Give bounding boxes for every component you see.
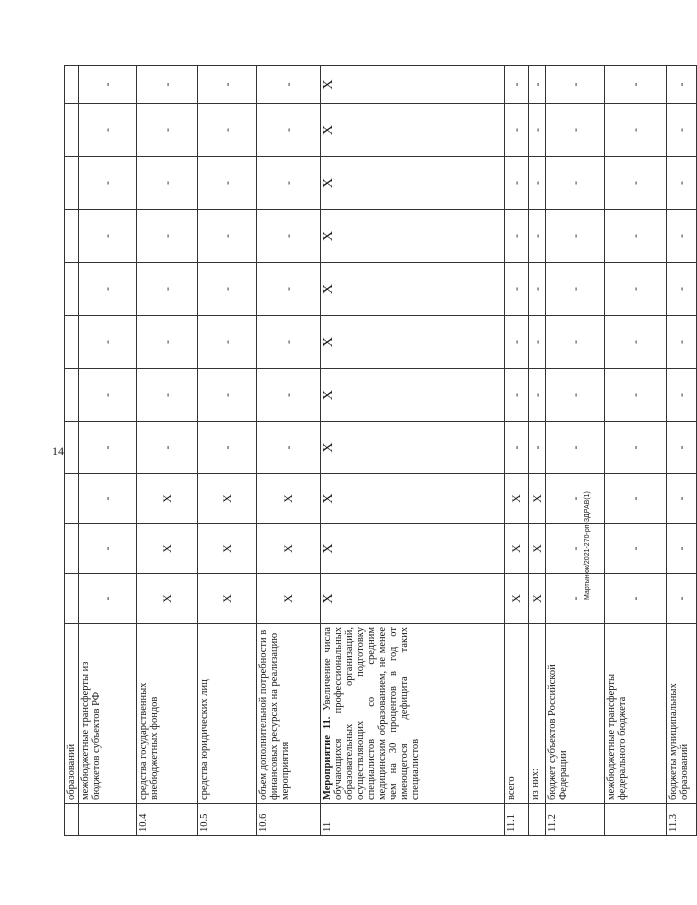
value-cell: - <box>505 157 529 210</box>
value-cell: X <box>257 574 321 624</box>
value-cell: X <box>198 474 257 524</box>
value-cell <box>65 369 79 422</box>
row-number-cell: 11.2 <box>546 804 605 836</box>
value-cell: - <box>605 316 667 369</box>
table-row <box>505 66 529 836</box>
value-cell: X <box>257 474 321 524</box>
value-cell: X <box>257 524 321 574</box>
value-cell: - <box>605 157 667 210</box>
value-cell: - <box>605 474 667 524</box>
row-label-text: Увеличение числа обучающихся профессиональных образовательных организаций, осуществляющих подготовку специалистов со средним медицинским образованием, не менее чем на 30 процентов в год от имеющегося дефицита таких специалистов <box>322 626 421 800</box>
value-cell: - <box>546 157 605 210</box>
row-label-text: межбюджетные трансферты федерального бюджета <box>606 674 628 800</box>
value-cell: - <box>137 66 198 104</box>
value-cell: - <box>198 369 257 422</box>
value-cell: - <box>667 574 697 624</box>
row-number-cell: 10.6 <box>257 804 321 836</box>
value-cell: - <box>198 157 257 210</box>
row-label-cell <box>65 624 79 804</box>
value-cell: X <box>529 474 546 524</box>
value-cell: X <box>321 474 505 524</box>
row-label-text: бюджеты муниципальных образований <box>668 683 690 800</box>
value-cell: - <box>137 369 198 422</box>
table-row <box>529 66 546 836</box>
value-cell: X <box>321 574 505 624</box>
row-label-cell <box>529 624 546 804</box>
row-label-text: из них: <box>530 768 541 800</box>
value-cell: - <box>667 66 697 104</box>
value-cell: - <box>605 422 667 474</box>
value-cell <box>65 474 79 524</box>
value-cell: X <box>321 369 505 422</box>
row-number-cell: 11 <box>321 804 505 836</box>
value-cell: - <box>137 316 198 369</box>
value-cell: - <box>79 104 137 157</box>
row-label-text: объем дополнительной потребности в финансовых ресурсах на реализацию мероприятия <box>258 629 291 800</box>
value-cell <box>65 422 79 474</box>
value-cell: X <box>321 422 505 474</box>
value-cell: - <box>529 157 546 210</box>
value-cell: - <box>546 369 605 422</box>
row-number-cell: 11.1 <box>505 804 529 836</box>
page-number: 14 <box>52 444 64 458</box>
value-cell: X <box>321 524 505 574</box>
value-cell: - <box>505 104 529 157</box>
value-cell: - <box>79 369 137 422</box>
value-cell: X <box>321 157 505 210</box>
value-cell: - <box>546 263 605 316</box>
value-cell: X <box>321 263 505 316</box>
value-cell <box>65 66 79 104</box>
value-cell: - <box>137 263 198 316</box>
table-row <box>321 66 505 836</box>
value-cell: - <box>546 66 605 104</box>
row-label-cell <box>505 624 529 804</box>
table-row <box>257 66 321 836</box>
value-cell: - <box>257 104 321 157</box>
value-cell: - <box>137 422 198 474</box>
value-cell <box>65 210 79 263</box>
value-cell <box>65 574 79 624</box>
row-label-cell <box>321 624 505 804</box>
row-label-text: средства государственных внебюджетных фондов <box>138 682 160 800</box>
value-cell: - <box>198 263 257 316</box>
value-cell: - <box>505 422 529 474</box>
value-cell: - <box>79 157 137 210</box>
value-cell: - <box>79 316 137 369</box>
value-cell: - <box>137 104 198 157</box>
value-cell: X <box>529 524 546 574</box>
value-cell <box>65 104 79 157</box>
value-cell: - <box>257 157 321 210</box>
value-cell: - <box>505 369 529 422</box>
value-cell: - <box>257 422 321 474</box>
value-cell: - <box>605 263 667 316</box>
value-cell: - <box>529 369 546 422</box>
value-cell: - <box>546 210 605 263</box>
value-cell: - <box>667 210 697 263</box>
value-cell: X <box>321 210 505 263</box>
value-cell: - <box>198 422 257 474</box>
value-cell: - <box>257 66 321 104</box>
value-cell: - <box>505 263 529 316</box>
value-cell: - <box>198 210 257 263</box>
value-cell: - <box>257 369 321 422</box>
table-row <box>79 66 137 836</box>
budget-table <box>64 65 697 836</box>
value-cell: - <box>667 157 697 210</box>
value-cell: X <box>198 524 257 574</box>
value-cell: - <box>546 524 605 574</box>
value-cell: - <box>198 104 257 157</box>
value-cell: - <box>605 104 667 157</box>
row-label-cell <box>605 624 667 804</box>
value-cell: - <box>257 316 321 369</box>
value-cell: X <box>505 524 529 574</box>
table-row <box>605 66 667 836</box>
value-cell: X <box>137 474 198 524</box>
value-cell: - <box>257 263 321 316</box>
row-number-cell <box>605 804 667 836</box>
value-cell: - <box>546 574 605 624</box>
value-cell: - <box>667 422 697 474</box>
value-cell: - <box>529 316 546 369</box>
document-footer: Мартынюк/2021-270-рп-ЗДРАВ(1) <box>584 491 591 600</box>
value-cell: - <box>79 66 137 104</box>
row-label-text: образований <box>66 743 77 800</box>
row-number-cell <box>79 804 137 836</box>
value-cell: - <box>79 574 137 624</box>
value-cell: - <box>667 104 697 157</box>
value-cell: - <box>605 369 667 422</box>
value-cell <box>65 524 79 574</box>
value-cell: - <box>505 66 529 104</box>
row-number-cell: 10.5 <box>198 804 257 836</box>
value-cell: - <box>605 524 667 574</box>
row-label-cell <box>137 624 198 804</box>
table-row <box>137 66 198 836</box>
row-number-cell <box>529 804 546 836</box>
row-label-cell <box>667 624 697 804</box>
value-cell: - <box>605 66 667 104</box>
table-row <box>546 66 605 836</box>
value-cell: - <box>529 66 546 104</box>
row-number-cell: 11.3 <box>667 804 697 836</box>
value-cell: - <box>605 210 667 263</box>
table-row <box>65 66 79 836</box>
row-label-cell <box>257 624 321 804</box>
row-label-text: всего <box>506 776 517 800</box>
row-number-cell: 10.4 <box>137 804 198 836</box>
table-row <box>198 66 257 836</box>
value-cell: - <box>79 422 137 474</box>
value-cell: - <box>137 210 198 263</box>
table-body <box>65 66 697 836</box>
value-cell: - <box>546 474 605 524</box>
table-row <box>667 66 697 836</box>
value-cell: - <box>605 574 667 624</box>
row-label-text: бюджет субъектов Российской Федерации <box>547 664 569 800</box>
value-cell: - <box>546 422 605 474</box>
value-cell: - <box>667 474 697 524</box>
value-cell: - <box>137 157 198 210</box>
value-cell: X <box>505 574 529 624</box>
value-cell: - <box>79 263 137 316</box>
value-cell: X <box>137 524 198 574</box>
value-cell <box>65 157 79 210</box>
value-cell: - <box>198 316 257 369</box>
row-label-text: межбюджетные трансферты из бюджетов субъектов РФ <box>80 661 102 800</box>
value-cell: X <box>198 574 257 624</box>
value-cell: - <box>546 316 605 369</box>
value-cell: - <box>79 474 137 524</box>
value-cell: - <box>529 104 546 157</box>
value-cell: - <box>505 316 529 369</box>
row-label-cell <box>198 624 257 804</box>
value-cell: - <box>529 422 546 474</box>
value-cell: X <box>505 474 529 524</box>
value-cell: - <box>667 524 697 574</box>
value-cell: - <box>79 210 137 263</box>
value-cell: - <box>667 316 697 369</box>
value-cell: X <box>321 66 505 104</box>
value-cell: - <box>257 210 321 263</box>
value-cell: - <box>667 369 697 422</box>
value-cell: X <box>321 104 505 157</box>
row-number-cell <box>65 804 79 836</box>
value-cell: - <box>667 263 697 316</box>
row-label-cell <box>546 624 605 804</box>
value-cell: X <box>529 574 546 624</box>
value-cell: X <box>321 316 505 369</box>
row-label-bold: Мероприятие 11. <box>322 716 333 800</box>
value-cell <box>65 263 79 316</box>
row-label-cell <box>79 624 137 804</box>
row-label-text: средства юридических лиц <box>199 679 210 800</box>
value-cell: - <box>505 210 529 263</box>
value-cell: - <box>529 263 546 316</box>
value-cell <box>65 316 79 369</box>
value-cell: - <box>529 210 546 263</box>
value-cell: - <box>79 524 137 574</box>
value-cell: - <box>198 66 257 104</box>
value-cell: X <box>137 574 198 624</box>
value-cell: - <box>546 104 605 157</box>
